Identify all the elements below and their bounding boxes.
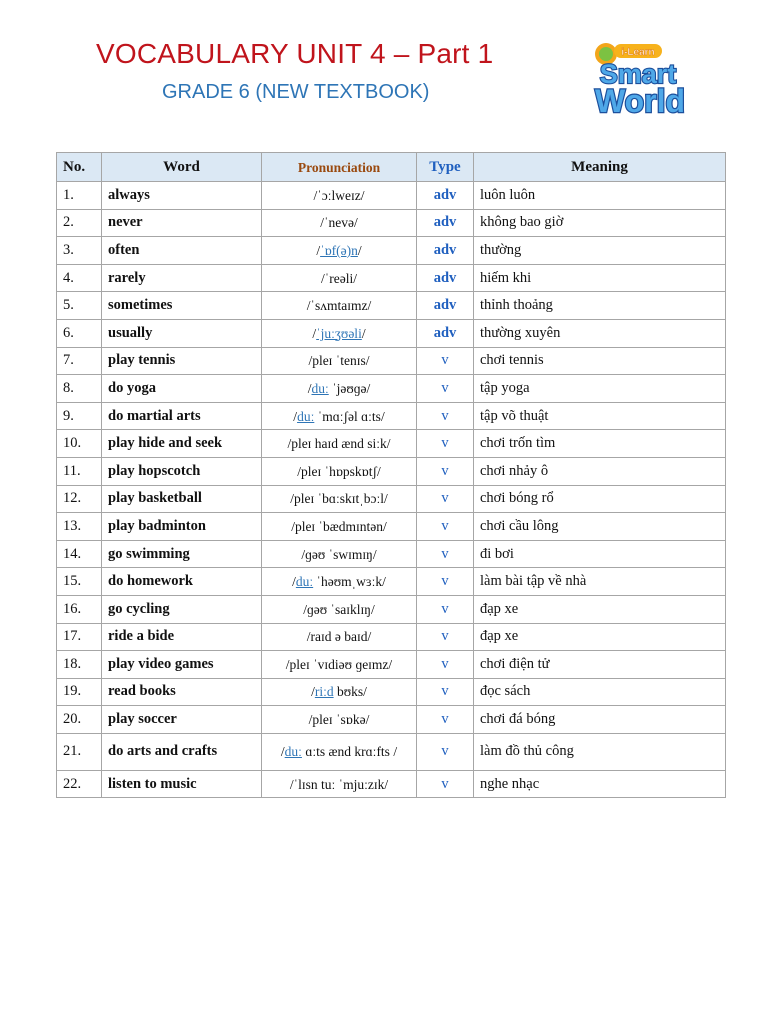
pron-suffix: ˈhəʊmˌwɜːk/ — [313, 574, 386, 590]
table-row — [57, 319, 726, 347]
svg-text:Smart: Smart — [599, 59, 677, 89]
row-meaning: nghe nhạc — [474, 770, 726, 798]
row-pronunciation: /raɪd ə baɪd/ — [262, 623, 417, 651]
row-number: 9. — [57, 402, 102, 430]
pron-link[interactable]: duː — [311, 380, 329, 396]
row-meaning: chơi bóng rổ — [474, 485, 726, 513]
row-pronunciation: /ˈsʌmtaɪmz/ — [262, 292, 417, 320]
row-pronunciation: /pleɪ ˈbædmɪntən/ — [262, 513, 417, 541]
pron-suffix: bʊks/ — [333, 684, 367, 700]
table-row — [57, 770, 726, 798]
row-number: 1. — [57, 182, 102, 210]
row-number: 8. — [57, 375, 102, 403]
smart-world-logo — [578, 38, 698, 124]
vocabulary-rows — [57, 182, 726, 798]
row-pronunciation: /pleɪ ˈtenɪs/ — [262, 347, 417, 375]
table-row — [57, 485, 726, 513]
table-row — [57, 430, 726, 458]
row-number: 20. — [57, 706, 102, 734]
row-meaning: chơi nhảy ô — [474, 457, 726, 485]
row-type: adv — [417, 292, 474, 320]
row-pronunciation — [262, 568, 417, 596]
row-meaning: hiếm khi — [474, 264, 726, 292]
row-word: usually — [102, 319, 262, 347]
pron-prefix: / — [316, 242, 321, 258]
column-header-pronunciation: Pronunciation — [262, 153, 417, 182]
table-header-row — [57, 153, 726, 182]
row-pronunciation — [262, 319, 417, 347]
row-word: often — [102, 237, 262, 265]
pron-prefix: / — [312, 325, 317, 341]
row-type: adv — [417, 237, 474, 265]
row-type: v — [417, 770, 474, 798]
row-meaning: đạp xe — [474, 595, 726, 623]
column-header-type: Type — [417, 153, 474, 182]
row-type: v — [417, 375, 474, 403]
row-type: v — [417, 513, 474, 541]
column-header-no: No. — [57, 153, 102, 182]
row-pronunciation — [262, 678, 417, 706]
row-pronunciation: /ˈlɪsn tuː ˈmjuːzɪk/ — [262, 770, 417, 798]
row-number: 11. — [57, 457, 102, 485]
row-word: do arts and crafts — [102, 733, 262, 770]
pron-prefix: / — [311, 684, 315, 700]
row-type: adv — [417, 264, 474, 292]
row-type: adv — [417, 319, 474, 347]
row-type: v — [417, 733, 474, 770]
row-pronunciation — [262, 733, 417, 770]
row-type: v — [417, 595, 474, 623]
row-word: play soccer — [102, 706, 262, 734]
row-type: v — [417, 678, 474, 706]
row-word: play basketball — [102, 485, 262, 513]
table-row — [57, 264, 726, 292]
pron-suffix: ˈjəʊɡə/ — [328, 380, 371, 396]
row-meaning: chơi điện tử — [474, 651, 726, 679]
row-word: play hopscotch — [102, 457, 262, 485]
row-type: v — [417, 485, 474, 513]
pron-link[interactable]: duː — [284, 744, 302, 760]
svg-text:i-Learn: i-Learn — [621, 47, 655, 58]
row-word: play hide and seek — [102, 430, 262, 458]
row-number: 18. — [57, 651, 102, 679]
pron-prefix: / — [293, 408, 298, 424]
row-number: 14. — [57, 540, 102, 568]
row-meaning: chơi trốn tìm — [474, 430, 726, 458]
row-meaning: làm đồ thủ công — [474, 733, 726, 770]
row-number: 16. — [57, 595, 102, 623]
table-row — [57, 678, 726, 706]
row-type: v — [417, 651, 474, 679]
row-meaning: chơi cầu lông — [474, 513, 726, 541]
row-meaning: thường — [474, 237, 726, 265]
row-meaning: thỉnh thoảng — [474, 292, 726, 320]
row-pronunciation: /ɡəʊ ˈsaɪklɪŋ/ — [262, 595, 417, 623]
row-number: 2. — [57, 209, 102, 237]
pron-suffix: ˈmɑːʃəl ɑːts/ — [314, 408, 385, 424]
page-title: VOCABULARY UNIT 4 – Part 1 — [96, 38, 494, 69]
pron-prefix: / — [307, 380, 312, 396]
row-pronunciation: /pleɪ haɪd ænd siːk/ — [262, 430, 417, 458]
table-row — [57, 595, 726, 623]
table-row — [57, 375, 726, 403]
table-row — [57, 568, 726, 596]
row-number: 22. — [57, 770, 102, 798]
table-row — [57, 182, 726, 210]
row-meaning: làm bài tập về nhà — [474, 568, 726, 596]
table-row — [57, 292, 726, 320]
row-word: go swimming — [102, 540, 262, 568]
pron-link[interactable]: duː — [295, 574, 314, 590]
row-type: v — [417, 540, 474, 568]
row-word: sometimes — [102, 292, 262, 320]
pron-prefix: / — [280, 744, 285, 760]
row-number: 13. — [57, 513, 102, 541]
row-number: 17. — [57, 623, 102, 651]
vocabulary-table — [56, 152, 726, 798]
table-row — [57, 209, 726, 237]
pron-prefix: / — [292, 574, 296, 590]
row-type: adv — [417, 209, 474, 237]
row-pronunciation: /ˈɔːlweɪz/ — [262, 182, 417, 210]
row-pronunciation — [262, 237, 417, 265]
row-number: 3. — [57, 237, 102, 265]
row-pronunciation: /pleɪ ˈvɪdiəʊ ɡeɪmz/ — [262, 651, 417, 679]
table-row — [57, 237, 726, 265]
row-pronunciation — [262, 375, 417, 403]
row-pronunciation: /ɡəʊ ˈswɪmɪŋ/ — [262, 540, 417, 568]
row-word: read books — [102, 678, 262, 706]
table-row — [57, 651, 726, 679]
table-row — [57, 457, 726, 485]
table-row — [57, 402, 726, 430]
row-meaning: thường xuyên — [474, 319, 726, 347]
row-meaning: đọc sách — [474, 678, 726, 706]
row-number: 21. — [57, 733, 102, 770]
pron-suffix: ɑːts ænd krɑːfts / — [301, 744, 398, 760]
row-meaning: tập yoga — [474, 375, 726, 403]
pron-link[interactable]: ˈjuːʒʊəli — [316, 325, 362, 341]
table-row — [57, 540, 726, 568]
row-meaning: chơi tennis — [474, 347, 726, 375]
pron-link[interactable]: duː — [297, 408, 315, 424]
row-pronunciation: /ˈnevə/ — [262, 209, 417, 237]
row-pronunciation: /pleɪ ˈhɒpskɒtʃ/ — [262, 457, 417, 485]
table-row — [57, 623, 726, 651]
row-word: play tennis — [102, 347, 262, 375]
row-meaning: chơi đá bóng — [474, 706, 726, 734]
row-number: 15. — [57, 568, 102, 596]
column-header-word: Word — [102, 153, 262, 182]
row-type: v — [417, 568, 474, 596]
row-word: do martial arts — [102, 402, 262, 430]
column-header-meaning: Meaning — [474, 153, 726, 182]
pron-suffix: / — [361, 325, 366, 341]
row-number: 6. — [57, 319, 102, 347]
row-number: 7. — [57, 347, 102, 375]
page-subtitle: GRADE 6 (NEW TEXTBOOK) — [162, 81, 430, 103]
row-word: play video games — [102, 651, 262, 679]
row-type: adv — [417, 182, 474, 210]
row-word: rarely — [102, 264, 262, 292]
row-meaning: luôn luôn — [474, 182, 726, 210]
row-pronunciation — [262, 402, 417, 430]
row-number: 19. — [57, 678, 102, 706]
row-number: 12. — [57, 485, 102, 513]
row-word: go cycling — [102, 595, 262, 623]
row-word: do homework — [102, 568, 262, 596]
row-meaning: không bao giờ — [474, 209, 726, 237]
row-type: v — [417, 706, 474, 734]
row-type: v — [417, 430, 474, 458]
row-word: play badminton — [102, 513, 262, 541]
row-word: ride a bide — [102, 623, 262, 651]
row-type: v — [417, 347, 474, 375]
table-row — [57, 347, 726, 375]
row-pronunciation: /pleɪ ˈbɑːskɪtˌbɔːl/ — [262, 485, 417, 513]
row-pronunciation: /ˈreəli/ — [262, 264, 417, 292]
row-number: 4. — [57, 264, 102, 292]
pron-link[interactable]: riːd — [314, 684, 334, 700]
table-row — [57, 733, 726, 770]
svg-text:World: World — [594, 83, 686, 119]
row-word: listen to music — [102, 770, 262, 798]
row-type: v — [417, 457, 474, 485]
table-row — [57, 706, 726, 734]
row-meaning: đạp xe — [474, 623, 726, 651]
row-meaning: tập võ thuật — [474, 402, 726, 430]
pron-suffix: / — [357, 242, 362, 258]
row-word: never — [102, 209, 262, 237]
table-row — [57, 513, 726, 541]
row-number: 5. — [57, 292, 102, 320]
row-meaning: đi bơi — [474, 540, 726, 568]
row-word: always — [102, 182, 262, 210]
row-type: v — [417, 623, 474, 651]
row-number: 10. — [57, 430, 102, 458]
pron-link[interactable]: ˈɒf(ə)n — [320, 242, 358, 258]
row-word: do yoga — [102, 375, 262, 403]
row-type: v — [417, 402, 474, 430]
row-pronunciation: /pleɪ ˈsɒkə/ — [262, 706, 417, 734]
